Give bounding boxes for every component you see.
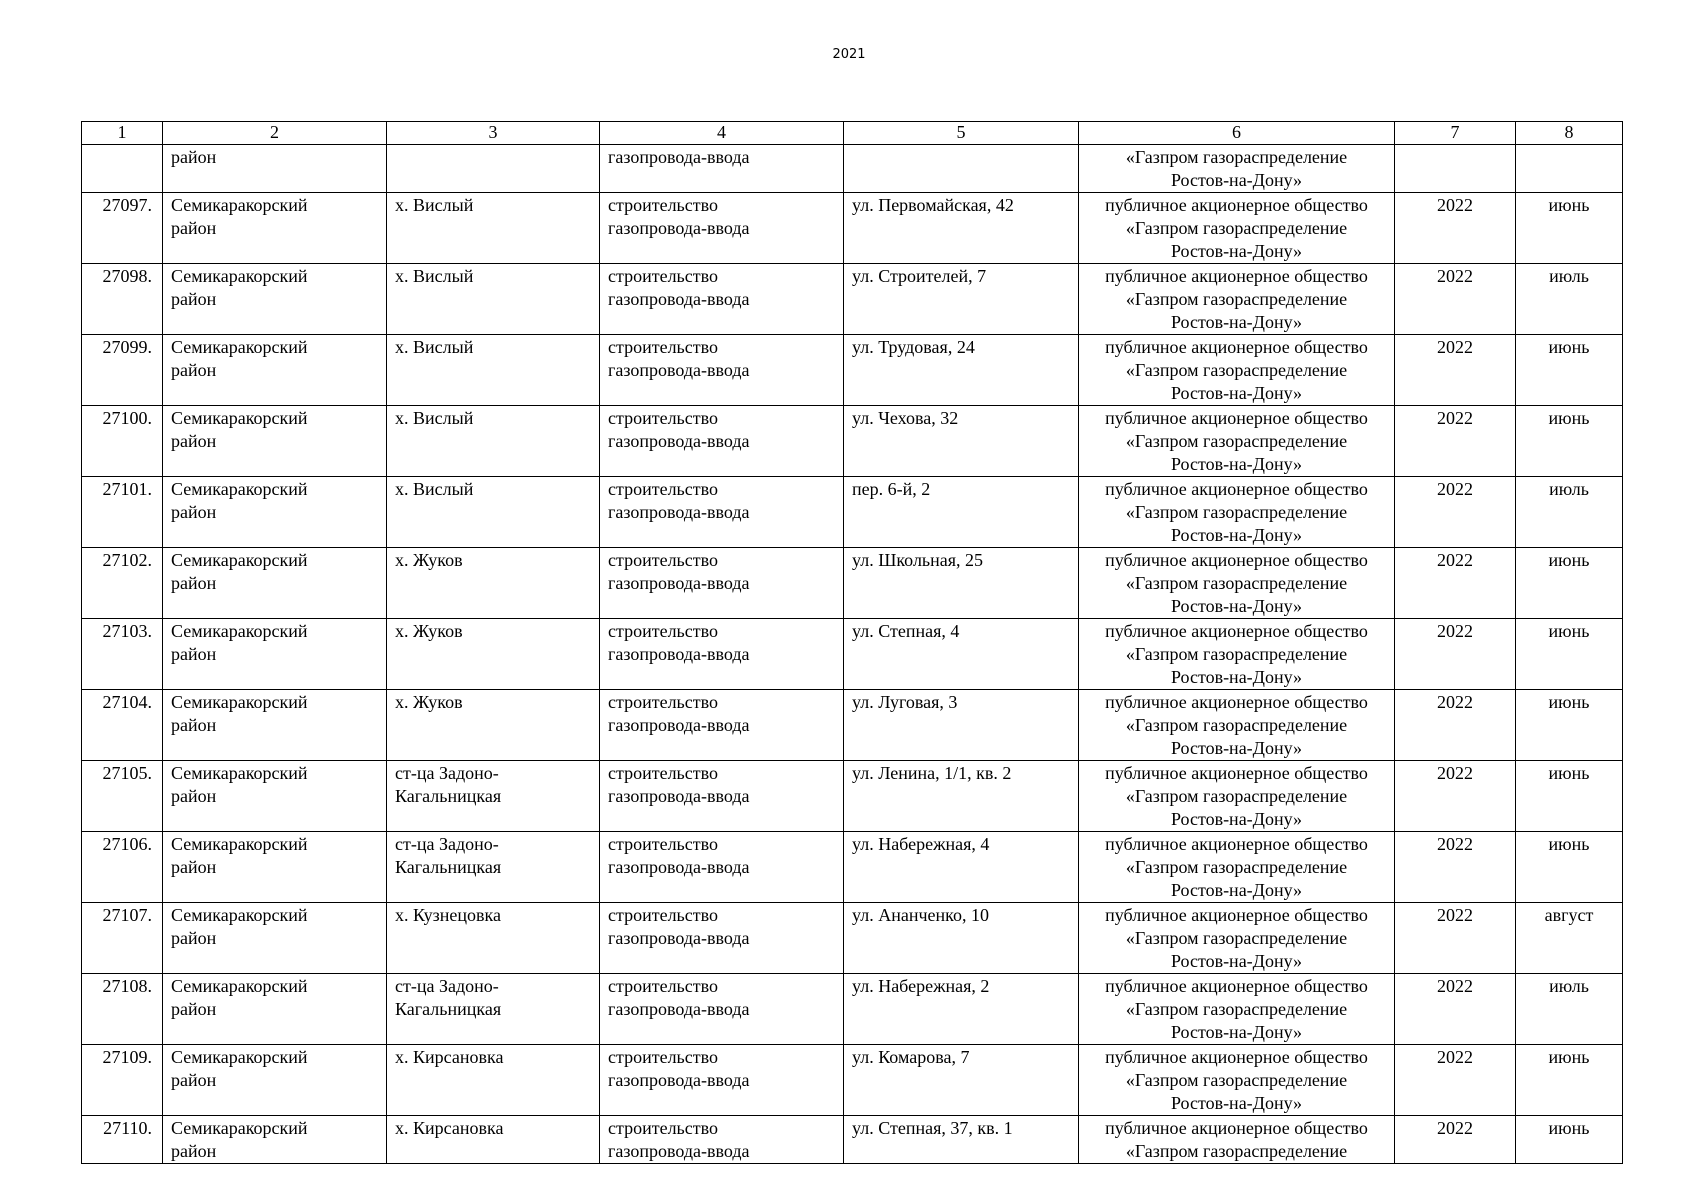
district-cell-line: район [171,715,217,735]
locality-cell-line: х. Вислый [395,408,474,428]
organization-cell-line: Ростов-на-Дону» [1170,525,1303,545]
organization-cell-line: «Газпром газораспределение [1125,1070,1348,1090]
work-type-cell-line: газопровода-ввода [608,644,750,664]
work-type-cell-line: строительство [608,1047,718,1067]
column-header: 6 [1079,122,1395,145]
organization-cell-line: публичное акционерное общество [1105,692,1368,712]
table-body [82,145,1623,1164]
work-type-cell [600,903,844,974]
district-cell [163,548,387,619]
district-cell [163,335,387,406]
organization-cell-line: Ростов-на-Дону» [1170,809,1303,829]
locality-cell-line: х. Вислый [395,337,474,357]
address-cell: ул. Набережная, 2 [844,974,1079,1045]
table-row [82,1045,1623,1116]
district-cell-line: Семикаракорский [171,1118,308,1138]
organization-cell-line: «Газпром газораспределение [1125,431,1348,451]
work-type-cell-line: строительство [608,408,718,428]
work-type-cell-line: строительство [608,763,718,783]
work-type-cell [600,193,844,264]
row-number-cell: 27109. [82,1045,163,1116]
address-cell: ул. Ленина, 1/1, кв. 2 [844,761,1079,832]
row-number-cell: 27098. [82,264,163,335]
work-type-cell-line: газопровода-ввода [608,289,750,309]
address-cell: ул. Трудовая, 24 [844,335,1079,406]
month-cell: июнь [1516,619,1623,690]
locality-cell [387,477,600,548]
month-cell: июнь [1516,1116,1623,1164]
district-cell-line: Семикаракорский [171,266,308,286]
work-type-cell-line: газопровода-ввода [608,218,750,238]
organization-cell-line: публичное акционерное общество [1105,763,1368,783]
district-cell-line: район [171,999,217,1019]
organization-cell [1079,974,1395,1045]
locality-cell-line: х. Вислый [395,195,474,215]
organization-cell-line: «Газпром газораспределение [1125,360,1348,380]
month-cell: август [1516,903,1623,974]
address-cell: ул. Комарова, 7 [844,1045,1079,1116]
organization-cell-line: Ростов-на-Дону» [1170,1022,1303,1042]
district-cell [163,690,387,761]
work-type-cell-line: газопровода-ввода [608,857,750,877]
table-row [82,335,1623,406]
work-type-cell [600,477,844,548]
work-type-cell-line: газопровода-ввода [608,1141,750,1161]
locality-cell-line: ст-ца Задоно- [395,976,499,996]
district-cell [163,406,387,477]
organization-cell [1079,1116,1395,1164]
locality-cell [387,264,600,335]
year-cell: 2022 [1395,974,1516,1045]
locality-cell-line: ст-ца Задоно- [395,834,499,854]
organization-cell [1079,548,1395,619]
district-cell-line: Семикаракорский [171,337,308,357]
district-cell-line: район [171,502,217,522]
district-cell [163,903,387,974]
locality-cell [387,761,600,832]
row-number-cell: 27103. [82,619,163,690]
organization-cell [1079,903,1395,974]
month-cell: июль [1516,477,1623,548]
year-cell: 2022 [1395,903,1516,974]
district-cell-line: Семикаракорский [171,195,308,215]
locality-cell-line: х. Вислый [395,266,474,286]
organization-cell-line: «Газпром газораспределение [1125,715,1348,735]
organization-cell-line: публичное акционерное общество [1105,905,1368,925]
table-row [82,974,1623,1045]
year-cell: 2022 [1395,619,1516,690]
district-cell [163,477,387,548]
work-type-cell-line: строительство [608,834,718,854]
gas-connection-table [81,121,1623,1164]
work-type-cell-line: газопровода-ввода [608,431,750,451]
address-cell: ул. Луговая, 3 [844,690,1079,761]
work-type-cell [600,1045,844,1116]
table-row-continuation [82,145,1623,193]
address-cell: ул. Набережная, 4 [844,832,1079,903]
organization-cell-line: публичное акционерное общество [1105,266,1368,286]
organization-cell-line: Ростов-на-Дону» [1170,454,1303,474]
organization-cell [1079,477,1395,548]
table-row [82,193,1623,264]
district-cell-line: район [171,1070,217,1090]
locality-cell-line: х. Кузнецовка [395,905,501,925]
district-cell [163,974,387,1045]
column-header: 8 [1516,122,1623,145]
year-cell: 2022 [1395,335,1516,406]
district-cell [163,1116,387,1164]
address-cell: ул. Строителей, 7 [844,264,1079,335]
organization-cell-line: публичное акционерное общество [1105,1047,1368,1067]
organization-cell-line: публичное акционерное общество [1105,408,1368,428]
locality-cell-line: х. Жуков [395,550,463,570]
locality-cell [387,193,600,264]
district-cell-line: район [171,147,217,167]
organization-cell [1079,145,1395,193]
organization-cell-line: «Газпром газораспределение [1125,147,1348,167]
district-cell-line: район [171,431,217,451]
row-number-cell: 27101. [82,477,163,548]
organization-cell-line: публичное акционерное общество [1105,337,1368,357]
district-cell-line: Семикаракорский [171,834,308,854]
locality-cell-line: ст-ца Задоно- [395,763,499,783]
work-type-cell-line: строительство [608,692,718,712]
work-type-cell-line: строительство [608,905,718,925]
work-type-cell [600,974,844,1045]
district-cell [163,619,387,690]
organization-cell-line: «Газпром газораспределение [1125,644,1348,664]
address-cell: пер. 6-й, 2 [844,477,1079,548]
work-type-cell [600,761,844,832]
organization-cell-line: Ростов-на-Дону» [1170,951,1303,971]
organization-cell-line: публичное акционерное общество [1105,834,1368,854]
column-header: 3 [387,122,600,145]
district-cell-line: Семикаракорский [171,479,308,499]
address-cell: ул. Степная, 37, кв. 1 [844,1116,1079,1164]
organization-cell [1079,193,1395,264]
month-cell: июнь [1516,548,1623,619]
locality-cell-line: х. Жуков [395,621,463,641]
work-type-cell-line: строительство [608,266,718,286]
organization-cell-line: публичное акционерное общество [1105,976,1368,996]
year-cell [1395,145,1516,193]
work-type-cell-line: газопровода-ввода [608,573,750,593]
table-row [82,406,1623,477]
table-row [82,1116,1623,1164]
district-cell-line: район [171,218,217,238]
organization-cell-line: «Газпром газораспределение [1125,289,1348,309]
work-type-cell [600,832,844,903]
organization-cell-line: Ростов-на-Дону» [1170,383,1303,403]
district-cell-line: район [171,289,217,309]
work-type-cell-line: газопровода-ввода [608,786,750,806]
organization-cell-line: «Газпром газораспределение [1125,218,1348,238]
column-header: 2 [163,122,387,145]
district-cell [163,145,387,193]
organization-cell-line: Ростов-на-Дону» [1170,170,1303,190]
locality-cell [387,145,600,193]
address-cell [844,145,1079,193]
table-row [82,761,1623,832]
work-type-cell-line: газопровода-ввода [608,360,750,380]
month-cell: июнь [1516,406,1623,477]
locality-cell-line: х. Вислый [395,479,474,499]
month-cell: июнь [1516,335,1623,406]
organization-cell-line: публичное акционерное общество [1105,479,1368,499]
organization-cell-line: публичное акционерное общество [1105,621,1368,641]
row-number-cell: 27108. [82,974,163,1045]
district-cell-line: район [171,857,217,877]
work-type-cell-line: газопровода-ввода [608,928,750,948]
organization-cell-line: «Газпром газораспределение [1125,857,1348,877]
locality-cell [387,335,600,406]
locality-cell-line: х. Жуков [395,692,463,712]
locality-cell [387,406,600,477]
work-type-cell-line: газопровода-ввода [608,147,750,167]
organization-cell-line: Ростов-на-Дону» [1170,596,1303,616]
column-header: 5 [844,122,1079,145]
locality-cell [387,690,600,761]
district-cell-line: Семикаракорский [171,621,308,641]
row-number-cell: 27102. [82,548,163,619]
year-cell: 2022 [1395,264,1516,335]
month-cell: июнь [1516,690,1623,761]
organization-cell-line: «Газпром газораспределение [1125,502,1348,522]
locality-cell-line: Кагальницкая [395,999,502,1019]
organization-cell-line: «Газпром газораспределение [1125,786,1348,806]
work-type-cell-line: строительство [608,621,718,641]
district-cell-line: Семикаракорский [171,763,308,783]
row-number-cell: 27100. [82,406,163,477]
table-row [82,903,1623,974]
district-cell-line: район [171,786,217,806]
locality-cell-line: х. Кирсановка [395,1118,504,1138]
column-header: 1 [82,122,163,145]
month-cell: июнь [1516,761,1623,832]
work-type-cell-line: строительство [608,195,718,215]
organization-cell-line: «Газпром газораспределение [1125,573,1348,593]
organization-cell-line: публичное акционерное общество [1105,550,1368,570]
row-number-cell: 27104. [82,690,163,761]
year-cell: 2022 [1395,477,1516,548]
table-row [82,832,1623,903]
organization-cell-line: Ростов-на-Дону» [1170,738,1303,758]
year-cell: 2022 [1395,832,1516,903]
district-cell-line: район [171,928,217,948]
district-cell-line: район [171,1141,217,1161]
row-number-cell: 27099. [82,335,163,406]
locality-cell [387,832,600,903]
month-cell: июнь [1516,193,1623,264]
organization-cell [1079,619,1395,690]
organization-cell-line: публичное акционерное общество [1105,195,1368,215]
month-cell: июнь [1516,832,1623,903]
organization-cell [1079,832,1395,903]
organization-cell-line: публичное акционерное общество [1105,1118,1368,1138]
row-number-cell: 27110. [82,1116,163,1164]
district-cell-line: Семикаракорский [171,905,308,925]
address-cell: ул. Первомайская, 42 [844,193,1079,264]
work-type-cell [600,264,844,335]
year-cell: 2022 [1395,406,1516,477]
locality-cell [387,548,600,619]
organization-cell-line: Ростов-на-Дону» [1170,241,1303,261]
work-type-cell-line: газопровода-ввода [608,999,750,1019]
year-cell: 2022 [1395,193,1516,264]
year-cell: 2022 [1395,1045,1516,1116]
month-cell: июль [1516,974,1623,1045]
locality-cell [387,903,600,974]
row-number-cell: 27097. [82,193,163,264]
organization-cell [1079,1045,1395,1116]
organization-cell [1079,690,1395,761]
year-cell: 2022 [1395,690,1516,761]
locality-cell [387,974,600,1045]
row-number-cell: 27106. [82,832,163,903]
locality-cell-line: Кагальницкая [395,786,502,806]
organization-cell-line: Ростов-на-Дону» [1170,1093,1303,1113]
work-type-cell-line: строительство [608,479,718,499]
district-cell-line: район [171,573,217,593]
table-row [82,619,1623,690]
district-cell-line: Семикаракорский [171,550,308,570]
table-row [82,548,1623,619]
work-type-cell [600,406,844,477]
work-type-cell-line: строительство [608,550,718,570]
work-type-cell [600,145,844,193]
work-type-cell-line: строительство [608,976,718,996]
organization-cell [1079,335,1395,406]
work-type-cell [600,690,844,761]
locality-cell-line: х. Кирсановка [395,1047,504,1067]
locality-cell [387,1116,600,1164]
district-cell-line: Семикаракорский [171,1047,308,1067]
work-type-cell [600,548,844,619]
organization-cell-line: «Газпром газораспределение [1125,928,1348,948]
year-cell: 2022 [1395,761,1516,832]
organization-cell-line: Ростов-на-Дону» [1170,880,1303,900]
district-cell [163,193,387,264]
address-cell: ул. Чехова, 32 [844,406,1079,477]
table-row [82,690,1623,761]
month-cell [1516,145,1623,193]
column-number-row [82,122,1623,145]
row-number-cell: 27107. [82,903,163,974]
organization-cell-line: Ростов-на-Дону» [1170,312,1303,332]
organization-cell-line: Ростов-на-Дону» [1170,667,1303,687]
organization-cell [1079,406,1395,477]
organization-cell-line: «Газпром газораспределение [1125,999,1348,1019]
organization-cell [1079,264,1395,335]
district-cell [163,761,387,832]
work-type-cell-line: строительство [608,337,718,357]
work-type-cell [600,335,844,406]
district-cell-line: район [171,644,217,664]
year-cell: 2022 [1395,548,1516,619]
column-header: 7 [1395,122,1516,145]
row-number-cell: 27105. [82,761,163,832]
district-cell-line: Семикаракорский [171,976,308,996]
work-type-cell [600,1116,844,1164]
district-cell [163,1045,387,1116]
work-type-cell [600,619,844,690]
work-type-cell-line: газопровода-ввода [608,502,750,522]
address-cell: ул. Степная, 4 [844,619,1079,690]
row-number-cell [82,145,163,193]
organization-cell-line: «Газпром газораспределение [1125,1141,1348,1161]
district-cell [163,264,387,335]
month-cell: июль [1516,264,1623,335]
district-cell-line: район [171,360,217,380]
address-cell: ул. Ананченко, 10 [844,903,1079,974]
work-type-cell-line: газопровода-ввода [608,1070,750,1090]
locality-cell [387,1045,600,1116]
table-row [82,477,1623,548]
locality-cell [387,619,600,690]
address-cell: ул. Школьная, 25 [844,548,1079,619]
district-cell-line: Семикаракорский [171,692,308,712]
year-cell: 2022 [1395,1116,1516,1164]
organization-cell [1079,761,1395,832]
district-cell-line: Семикаракорский [171,408,308,428]
column-header: 4 [600,122,844,145]
table-row [82,264,1623,335]
month-cell: июнь [1516,1045,1623,1116]
work-type-cell-line: газопровода-ввода [608,715,750,735]
work-type-cell-line: строительство [608,1118,718,1138]
district-cell [163,832,387,903]
page-number: 2021 [832,47,866,62]
locality-cell-line: Кагальницкая [395,857,502,877]
